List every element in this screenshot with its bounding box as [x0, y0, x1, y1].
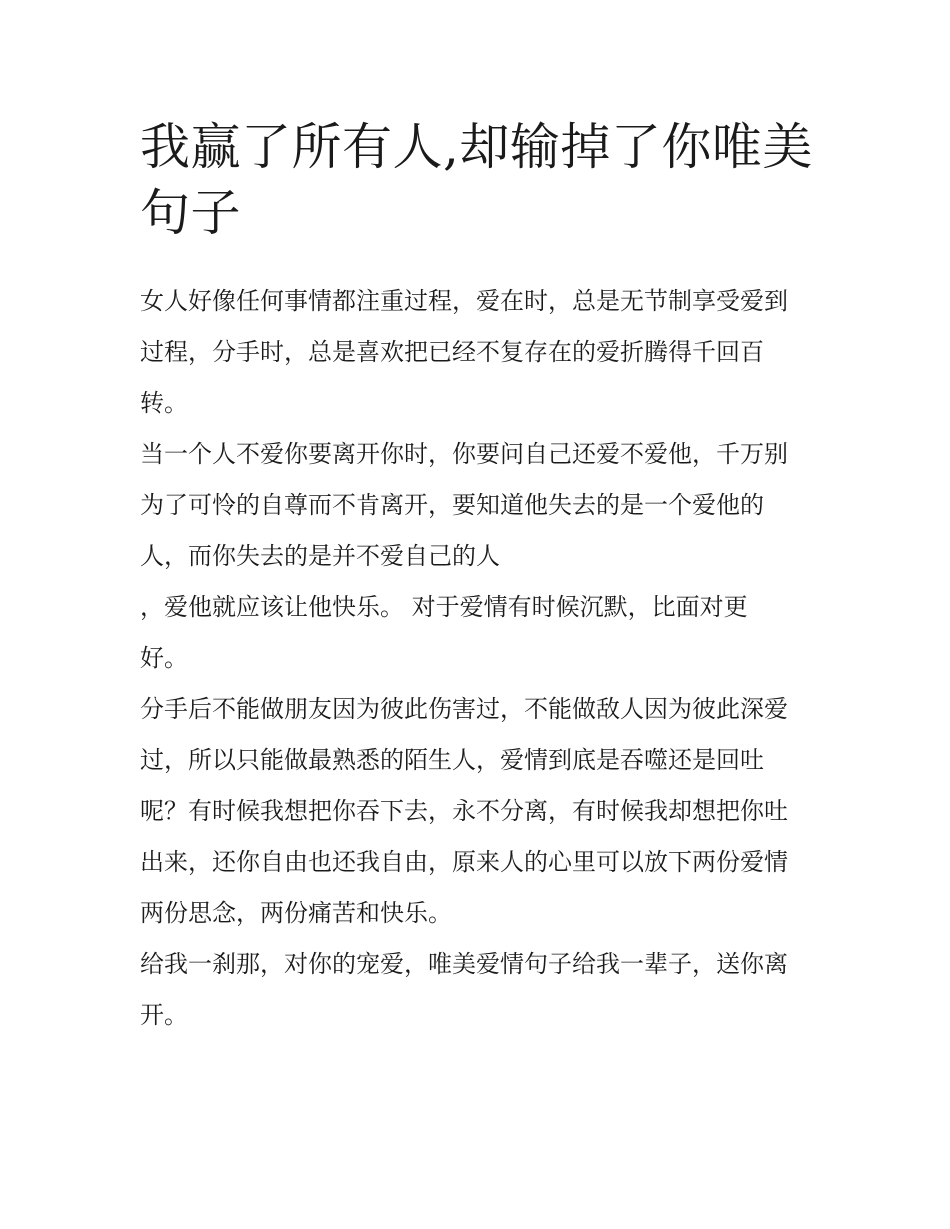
- text-line: 两份思念，两份痛苦和快乐。: [140, 899, 452, 927]
- text-line: 转。: [140, 389, 188, 417]
- text-line: 过程，分手时，总是喜欢把已经不复存在的爱折腾得千回百: [140, 338, 764, 366]
- text-line: 出来，还你自由也还我自由，原来人的心里可以放下两份爱情: [140, 848, 788, 876]
- text-line: 呢？有时候我想把你吞下去，永不分离，有时候我却想把你吐: [140, 797, 788, 825]
- text-line: 当一个人不爱你要离开你时，你要问自己还爱不爱他，千万别: [140, 440, 788, 468]
- text-line: 过，所以只能做最熟悉的陌生人，爱情到底是吞噬还是回吐: [140, 746, 764, 774]
- title-line: 我赢了所有人,却输掉了你唯美: [140, 118, 813, 176]
- text-line: 给我一刹那，对你的宠爱，唯美爱情句子给我一辈子，送你离: [140, 950, 788, 978]
- text-line: 好。: [140, 644, 188, 672]
- text-line: 为了可怜的自尊而不肯离开，要知道他失去的是一个爱他的: [140, 491, 764, 519]
- text-line: ，爱他就应该让他快乐。 对于爱情有时候沉默，比面对更: [140, 593, 748, 621]
- text-line: 开。: [140, 1001, 188, 1029]
- text-line: 女人好像任何事情都注重过程，爱在时，总是无节制享受爱到: [140, 287, 788, 315]
- document-title: [140, 114, 820, 246]
- text-line: 分手后不能做朋友因为彼此伤害过，不能做敌人因为彼此深爱: [140, 695, 788, 723]
- title-line: 句子: [140, 184, 241, 242]
- document-body: [140, 276, 820, 1041]
- text-line: 人，而你失去的是并不爱自己的人: [140, 542, 500, 570]
